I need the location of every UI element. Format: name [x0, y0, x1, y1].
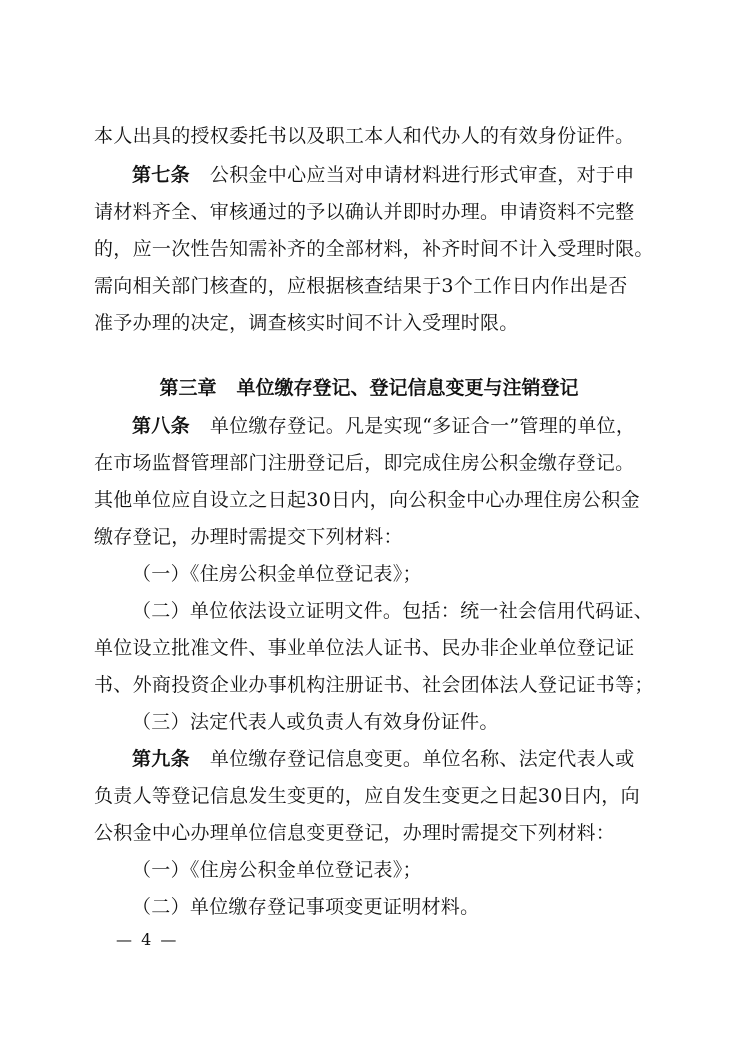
article-7-line: 请材料齐全、审核通过的予以确认并即时办理。申请资料不完整 — [94, 201, 635, 223]
article-8-text: 单位缴存登记。凡是实现“多证合一”管理的单位， — [209, 415, 636, 437]
article-8-item: （一）《住房公积金单位登记表》； — [132, 563, 422, 585]
article-9-text: 单位缴存登记信息变更。单位名称、法定代表人或 — [209, 748, 635, 770]
intro-line: 本人出具的授权委托书以及职工本人和代办人的有效身份证件。 — [94, 125, 635, 147]
page-number: — 4 — — [116, 930, 179, 949]
article-9-first-line — [132, 741, 635, 777]
article-8-first-line — [132, 408, 635, 444]
article-8-line: 缴存登记，办理时需提交下列材料： — [94, 526, 403, 548]
article-9-line: 负责人等登记信息发生变更的，应自发生变更之日起30日内，向 — [94, 785, 640, 807]
chapter-number: 第三章 — [159, 377, 217, 399]
article-7-line: 需向相关部门核查的，应根据核查结果于3个工作日内作出是否 — [94, 275, 628, 297]
article-8-item: （三）法定代表人或负责人有效身份证件。 — [132, 711, 499, 733]
article-8-item-continued: 单位设立批准文件、事业单位法人证书、民办非企业单位登记证 — [94, 637, 635, 659]
article-9-item: （一）《住房公积金单位登记表》； — [132, 859, 422, 881]
article-8-item-continued: 书、外商投资企业办事机构注册证书、社会团体法人登记证书等； — [94, 674, 654, 696]
article-8-line: 在市场监督管理部门注册登记后，即完成住房公积金缴存登记。 — [94, 452, 635, 474]
article-9-line: 公积金中心办理单位信息变更登记，办理时需提交下列材料： — [94, 822, 616, 844]
article-7-line: 准予办理的决定，调查核实时间不计入受理时限。 — [94, 312, 519, 334]
article-9-label: 第九条 — [132, 748, 190, 770]
article-8-label: 第八条 — [132, 415, 190, 437]
article-9-item: （二）单位缴存登记事项变更证明材料。 — [132, 896, 480, 918]
chapter-heading — [0, 370, 738, 406]
article-8-line: 其他单位应自设立之日起30日内，向公积金中心办理住房公积金 — [94, 489, 640, 511]
article-7-label: 第七条 — [132, 164, 190, 186]
article-7-line: 的，应一次性告知需补齐的全部材料，补齐时间不计入受理时限。 — [94, 238, 654, 260]
chapter-title: 单位缴存登记、登记信息变更与注销登记 — [236, 377, 579, 399]
article-7-text: 公积金中心应当对申请材料进行形式审查，对于申 — [209, 164, 635, 186]
article-8-item: （二）单位依法设立证明文件。包括：统一社会信用代码证、 — [132, 600, 654, 622]
article-7-first-line — [132, 157, 635, 193]
